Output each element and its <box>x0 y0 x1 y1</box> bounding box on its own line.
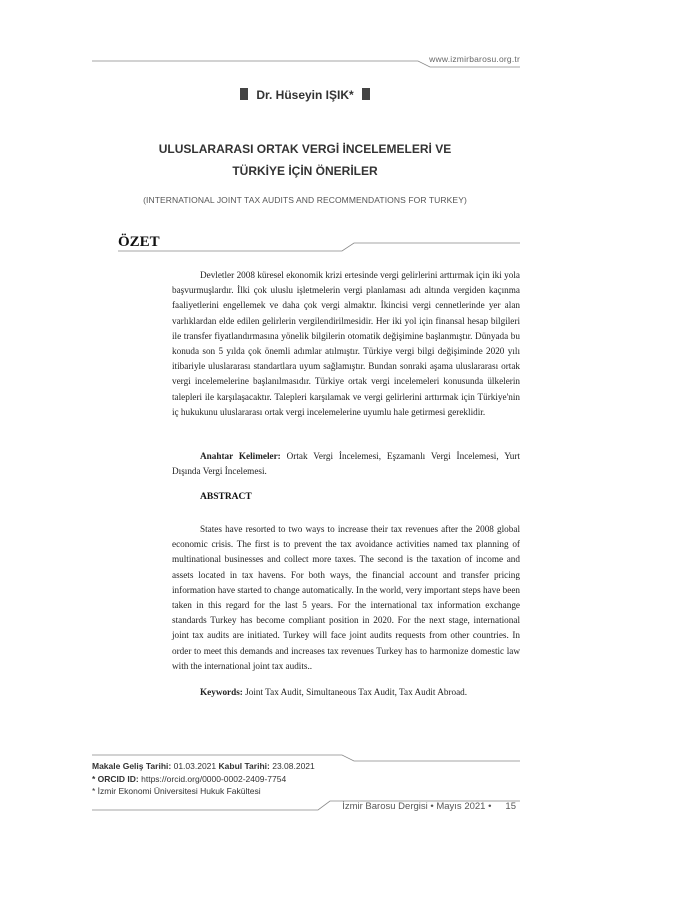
author-name: Dr. Hüseyin IŞIK* <box>256 88 354 102</box>
accepted-label: Kabul Tarihi: <box>218 761 270 771</box>
accepted-date: 23.08.2021 <box>272 761 315 771</box>
ozet-heading: ÖZET <box>118 234 160 250</box>
ozet-paragraph: Devletler 2008 küresel ekonomik krizi ertesinde vergi gelirlerini arttırmak için iki yola başvurmuşlardır. İlki çok uluslu işletmelerin vergi planlaması adı altında vergiden kaçınma faaliyetlerini engellemek ve daha çok vergi almaktır. İkincisi vergi cennetlerinde yer alan varlıklardan elde edilen gelirlerin vergilendirilmesidir. Her iki yol için finansal hesap bilgileri ile transfer fiyatlandırmasına yönelik bilgilerin otomatik değişimine başlanmıştır. Dünyada bu konuda son 5 yılda çok önemli adımlar atılmıştır. Türkiye vergi bilgi değişiminde 2020 yılı itibariyle uluslararası standartlara uyum sağlamıştır. Bundan sonraki aşama uluslararası ortak vergi incelemelerine başlanılmasıdır. Türkiye ortak vergi incelemeleri konusunda ülkelerin talepleri ile karşılaşacaktır. Talepleri karşılamak ve vergi gelirlerini arttırmak için Türkiye'nin iç hukukunu uluslararası ortak vergi incelemelerine uyumlu hale getirmesi gereklidir. <box>172 270 520 417</box>
page-number: 15 <box>505 801 516 812</box>
article-title <box>0 138 610 182</box>
abstract-paragraph: States have resorted to two ways to increase their tax revenues after the 2008 global economic crisis. The first is to prevent the tax avoidance activities named tax planning of multinational businesses and collect more taxes. The second is the taxation of income and assets located in tax havens. For both ways, the financial account and transfer pricing information have started to change automatically. In the world, very important steps have been taken in this regard for the last 5 years. For the international tax information exchange standards Turkey has become compliant position in 2020. For the next stage, international joint tax audits are initiated. Turkey will face joint audits requests from other countries. In order to meet this demands and increases tax revenues Turkey has to harmonize domestic law with the international joint tax audits.. <box>172 524 520 671</box>
keywords-en-value: Joint Tax Audit, Simultaneous Tax Audit, Tax Audit Abroad. <box>245 687 468 697</box>
received-date: 01.03.2021 <box>173 761 217 771</box>
footnotes <box>92 760 315 798</box>
keywords-tr <box>172 449 520 479</box>
ozet-rule <box>118 243 520 251</box>
title-line-1: ULUSLARARASI ORTAK VERGİ İNCELEMELERİ VE <box>158 142 452 156</box>
square-marker-icon <box>362 88 370 100</box>
abstract-heading: ABSTRACT <box>200 492 252 502</box>
keywords-en-label: Keywords: <box>200 687 243 697</box>
orcid-line <box>92 773 315 786</box>
keywords-tr-label: Anahtar Kelimeler: <box>200 451 281 461</box>
title-line-2: TÜRKİYE İÇİN ÖNERİLER <box>232 164 378 178</box>
journal-footer <box>342 801 516 812</box>
article-subtitle: (INTERNATIONAL JOINT TAX AUDITS AND RECOMMENDATIONS FOR TURKEY) <box>143 195 467 205</box>
orcid-label: * ORCID ID: <box>92 773 139 784</box>
affiliation: * İzmir Ekonomi Üniversitesi Hukuk Fakültesi <box>92 786 261 796</box>
keywords-tr-value: Ortak Vergi İncelemesi, Eşzamanlı Vergi İncelemesi, Yurt Dışında Vergi İncelemesi. <box>172 451 521 477</box>
square-marker-icon <box>240 88 248 100</box>
orcid-link[interactable]: https://orcid.org/0000-0002-2409-7754 <box>141 773 287 784</box>
journal-name: İzmir Barosu Dergisi • Mayıs 2021 • <box>342 801 492 812</box>
article-dates <box>92 760 315 773</box>
author-line <box>0 88 610 102</box>
keywords-en <box>172 685 520 700</box>
site-url[interactable]: www.izmirbarosu.org.tr <box>429 54 520 64</box>
received-label: Makale Geliş Tarihi: <box>92 761 172 771</box>
